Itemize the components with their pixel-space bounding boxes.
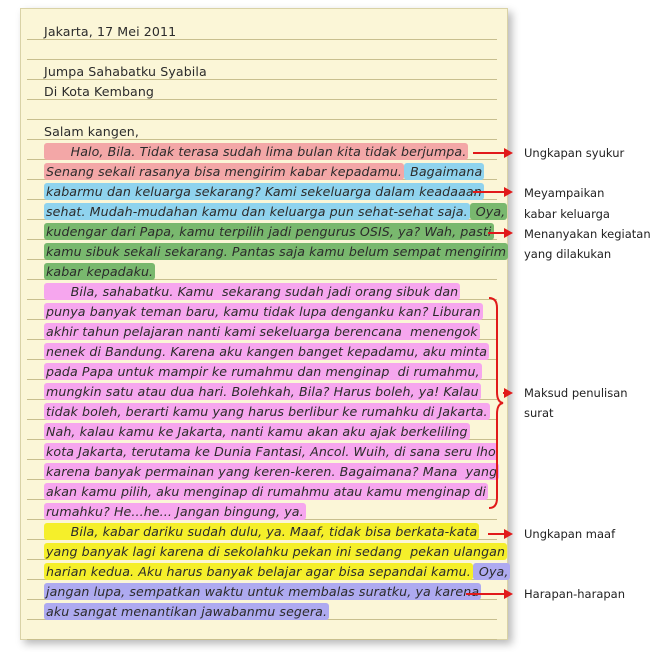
highlighted-text-blue: kabarmu dan keluarga sekarang? Kami sekeluarga dalam keadaaan — [46, 184, 482, 199]
note-kegiatan-1: Menanyakan kegiatan — [524, 227, 651, 241]
highlighted-text-purple: Oya, — [474, 564, 509, 579]
highlighted-text-blue: Bagaimana — [406, 164, 483, 179]
note-kabar-1: Meyampaikan — [524, 186, 605, 200]
letter-greeting: Salam kangen, — [44, 124, 139, 139]
highlighted-text-pink: punya banyak teman baru, kamu tidak lupa denganku kan? Liburan — [46, 304, 481, 319]
note-kabar-2: kabar keluarga — [524, 207, 610, 221]
highlighted-text-yellow: harian kedua. Aku harus banyak belajar agar bisa sepandai kamu. — [46, 564, 471, 579]
letter-line — [44, 604, 329, 619]
letter-line — [44, 164, 484, 179]
highlighted-text-pink: akhir tahun pelajaran nanti kami sekeluarga berencana menengok — [46, 324, 478, 339]
ruled-line — [27, 639, 497, 640]
letter-line — [44, 504, 306, 519]
ruled-line — [27, 139, 497, 140]
letter-line — [44, 244, 508, 259]
arrow-maksud — [503, 392, 511, 394]
highlighted-text-pink: nenek di Bandung. Karena aku kangen banget kepadamu, aku minta — [46, 344, 488, 359]
ruled-line — [27, 39, 497, 40]
highlighted-text-red: Senang sekali rasanya bisa mengirim kabar kepadamu. — [46, 164, 403, 179]
letter-line — [44, 184, 484, 199]
arrow-kegiatan — [488, 232, 511, 234]
letter-line — [44, 264, 155, 279]
brace-maksud — [487, 296, 505, 510]
letter-line — [44, 224, 494, 239]
highlighted-text-pink: Nah, kalau kamu ke Jakarta, nanti kamu akan aku ajak berkeliling — [46, 424, 468, 439]
arrow-maaf — [488, 533, 511, 535]
highlighted-text-pink: Bila, sahabatku. Kamu sekarang sudah jadi orang sibuk dan — [46, 284, 459, 299]
recipient-line-1: Jumpa Sahabatku Syabila — [44, 64, 207, 79]
letter-line — [44, 404, 490, 419]
ruled-line — [27, 59, 497, 60]
highlighted-text-blue: sehat. Mudah-mudahan kamu dan keluarga pun sehat-sehat saja. — [46, 204, 468, 219]
highlighted-text-pink: rumahku? He...he... Jangan bingung, ya. — [46, 504, 304, 519]
letter-line — [44, 424, 470, 439]
letter-line — [44, 584, 481, 599]
arrow-kabar — [473, 191, 511, 193]
letter-date: Jakarta, 17 Mei 2011 — [44, 24, 177, 39]
highlighted-text-green: kudengar dari Papa, kamu terpilih jadi pengurus OSIS, ya? Wah, pasti — [46, 224, 492, 239]
highlighted-text-yellow: Bila, kabar dariku sudah dulu, ya. Maaf, tidak bisa berkata-kata — [46, 524, 478, 539]
letter-line — [44, 384, 481, 399]
ruled-line — [27, 79, 497, 80]
highlighted-text-pink: karena banyak permainan yang keren-keren. Bagaimana? Mana yang — [46, 464, 498, 479]
highlighted-text-green: Oya, — [471, 204, 506, 219]
note-maksud-1: Maksud penulisan — [524, 386, 628, 400]
arrow-harapan — [466, 593, 511, 595]
letter-line — [44, 144, 468, 159]
highlighted-text-green: kabar kepadaku. — [46, 264, 154, 279]
letter-line — [44, 324, 480, 339]
highlighted-text-purple: jangan lupa, sempatkan waktu untuk membalas suratku, ya karena — [46, 584, 480, 599]
note-harapan: Harapan-harapan — [524, 587, 626, 601]
ruled-line — [27, 119, 497, 120]
letter-line — [44, 304, 483, 319]
letter-line — [44, 524, 479, 539]
recipient-line-2: Di Kota Kembang — [44, 84, 155, 99]
letter-line — [44, 564, 510, 579]
note-kegiatan-2: yang dilakukan — [524, 247, 612, 261]
letter-line — [44, 364, 482, 379]
note-syukur: Ungkapan syukur — [524, 146, 625, 160]
highlighted-text-purple: aku sangat menantikan jawabanmu segera. — [46, 604, 328, 619]
letter-line — [44, 544, 507, 559]
letter-line — [44, 284, 460, 299]
letter-line — [44, 464, 499, 479]
highlighted-text-green: kamu sibuk sekali sekarang. Pantas saja kamu belum sempat mengirim — [46, 244, 507, 259]
highlighted-text-pink: akan kamu pilih, aku menginap di rumahmu atau kamu menginap di — [46, 484, 487, 499]
highlighted-text-yellow: yang banyak lagi karena di sekolahku pekan ini sedang pekan ulangan — [46, 544, 506, 559]
arrow-syukur — [473, 152, 511, 154]
letter-line — [44, 204, 507, 219]
highlighted-text-pink: pada Papa untuk mampir ke rumahmu dan menginap di rumahmu, — [46, 364, 480, 379]
highlighted-text-red: Halo, Bila. Tidak terasa sudah lima bulan kita tidak berjumpa. — [46, 144, 467, 159]
note-maksud-2: surat — [524, 406, 554, 420]
ruled-line — [27, 99, 497, 100]
highlighted-text-pink: kota Jakarta, terutama ke Dunia Fantasi, Ancol. Wuih, di sana seru lho — [46, 444, 496, 459]
letter-line — [44, 484, 488, 499]
highlighted-text-pink: tidak boleh, berarti kamu yang harus berlibur ke rumahku di Jakarta. — [46, 404, 488, 419]
note-maaf: Ungkapan maaf — [524, 527, 616, 541]
letter-line — [44, 344, 489, 359]
letter-line — [44, 444, 498, 459]
highlighted-text-pink: mungkin satu atau dua hari. Bolehkah, Bila? Harus boleh, ya! Kalau — [46, 384, 479, 399]
